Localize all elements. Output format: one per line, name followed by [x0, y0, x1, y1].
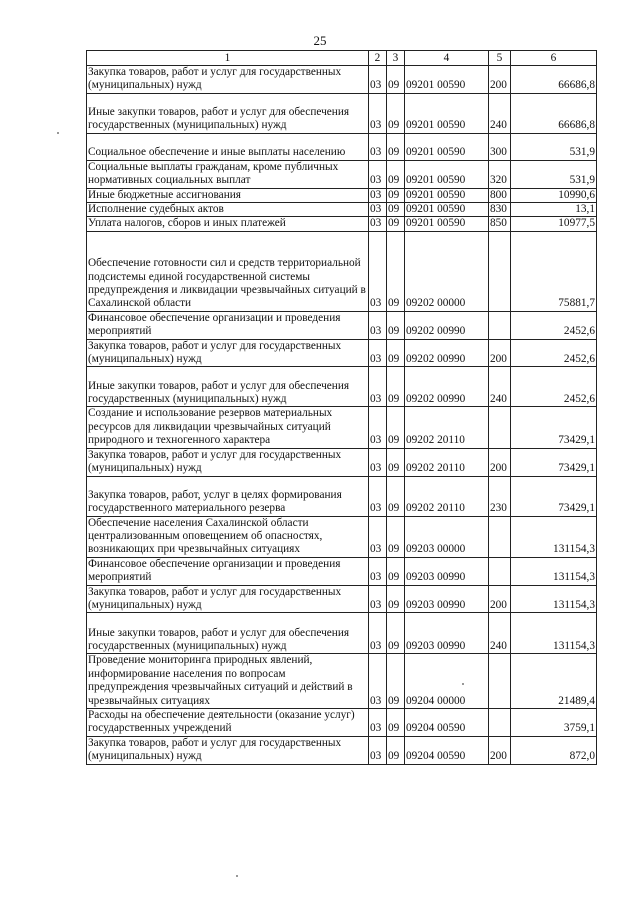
row-subsection: 09	[387, 476, 405, 516]
table-row	[87, 66, 597, 94]
row-section: 03	[369, 407, 387, 448]
row-subsection: 09	[387, 516, 405, 557]
row-target-code: 09202 20110	[405, 476, 489, 516]
row-section: 03	[369, 311, 387, 339]
header-col-3: 3	[387, 51, 405, 66]
table-row	[87, 339, 597, 367]
row-section: 03	[369, 231, 387, 311]
row-expense-type: 200	[489, 736, 511, 764]
row-target-code: 09202 00000	[405, 231, 489, 311]
row-name: Создание и использование резервов материальных ресурсов для ликвидации чрезвычайных ситуаций природного и техногенного характера	[87, 407, 369, 448]
table-row	[87, 217, 597, 231]
row-target-code: 09201 00590	[405, 160, 489, 188]
row-subsection: 09	[387, 133, 405, 160]
row-amount: 75881,7	[511, 231, 597, 311]
table-row	[87, 231, 597, 311]
row-target-code: 09202 00990	[405, 339, 489, 367]
table-row	[87, 448, 597, 476]
row-section: 03	[369, 654, 387, 709]
row-target-code: 09201 00590	[405, 188, 489, 202]
row-section: 03	[369, 736, 387, 764]
row-amount: 131154,3	[511, 557, 597, 585]
row-name: Закупка товаров, работ и услуг для государственных (муниципальных) нужд	[87, 66, 369, 94]
row-section: 03	[369, 557, 387, 585]
row-expense-type: 850	[489, 217, 511, 231]
row-target-code: 09202 00990	[405, 367, 489, 407]
row-section: 03	[369, 217, 387, 231]
row-expense-type: 240	[489, 613, 511, 654]
row-subsection: 09	[387, 557, 405, 585]
row-target-code: 09203 00990	[405, 585, 489, 613]
row-name: Социальные выплаты гражданам, кроме публичных нормативных социальных выплат	[87, 160, 369, 188]
row-subsection: 09	[387, 736, 405, 764]
row-target-code: 09201 00590	[405, 133, 489, 160]
row-section: 03	[369, 93, 387, 133]
row-name: Проведение мониторинга природных явлений, информирование населения по вопросам предупреждения чрезвычайных ситуаций и действий в чрезвычайных ситуациях	[87, 654, 369, 709]
table-row	[87, 585, 597, 613]
table-row	[87, 613, 597, 654]
table-row	[87, 654, 597, 709]
row-amount: 73429,1	[511, 448, 597, 476]
row-subsection: 09	[387, 217, 405, 231]
row-section: 03	[369, 585, 387, 613]
row-expense-type	[489, 407, 511, 448]
row-subsection: 09	[387, 231, 405, 311]
table-row	[87, 708, 597, 736]
row-name: Расходы на обеспечение деятельности (оказание услуг) государственных учреждений	[87, 708, 369, 736]
row-expense-type: 240	[489, 367, 511, 407]
row-name: Исполнение судебных актов	[87, 203, 369, 217]
row-name: Финансовое обеспечение организации и проведения мероприятий	[87, 557, 369, 585]
row-name: Иные закупки товаров, работ и услуг для обеспечения государственных (муниципальных) нужд	[87, 367, 369, 407]
row-expense-type: 800	[489, 188, 511, 202]
row-amount: 66686,8	[511, 66, 597, 94]
row-subsection: 09	[387, 66, 405, 94]
row-expense-type	[489, 311, 511, 339]
row-target-code: 09201 00590	[405, 203, 489, 217]
table-row	[87, 516, 597, 557]
header-col-2: 2	[369, 51, 387, 66]
budget-table	[86, 50, 597, 765]
row-name: Уплата налогов, сборов и иных платежей	[87, 217, 369, 231]
row-subsection: 09	[387, 188, 405, 202]
header-col-5: 5	[489, 51, 511, 66]
row-target-code: 09203 00990	[405, 557, 489, 585]
row-amount: 2452,6	[511, 367, 597, 407]
row-target-code: 09201 00590	[405, 93, 489, 133]
row-target-code: 09201 00590	[405, 217, 489, 231]
row-amount: 872,0	[511, 736, 597, 764]
row-target-code: 09203 00000	[405, 516, 489, 557]
row-amount: 66686,8	[511, 93, 597, 133]
row-name: Иные бюджетные ассигнования	[87, 188, 369, 202]
row-amount: 3759,1	[511, 708, 597, 736]
row-expense-type: 200	[489, 339, 511, 367]
row-name: Финансовое обеспечение организации и проведения мероприятий	[87, 311, 369, 339]
table-row	[87, 407, 597, 448]
row-amount: 2452,6	[511, 311, 597, 339]
row-name: Закупка товаров, работ и услуг для государственных (муниципальных) нужд	[87, 339, 369, 367]
header-col-1: 1	[87, 51, 369, 66]
row-expense-type: 300	[489, 133, 511, 160]
table-row	[87, 93, 597, 133]
row-name: Иные закупки товаров, работ и услуг для обеспечения государственных (муниципальных) нужд	[87, 613, 369, 654]
row-target-code: 09201 00590	[405, 66, 489, 94]
row-subsection: 09	[387, 93, 405, 133]
row-expense-type	[489, 708, 511, 736]
row-section: 03	[369, 476, 387, 516]
row-subsection: 09	[387, 407, 405, 448]
row-target-code: 09204 00590	[405, 736, 489, 764]
scan-speck	[57, 132, 59, 134]
scan-speck	[462, 683, 464, 685]
row-name: Обеспечение готовности сил и средств территориальной подсистемы единой государственной системы предупреждения и ликвидации чрезвычайных ситуаций в Сахалинской области	[87, 231, 369, 311]
row-section: 03	[369, 203, 387, 217]
row-name: Закупка товаров, работ и услуг для государственных (муниципальных) нужд	[87, 585, 369, 613]
row-amount: 10977,5	[511, 217, 597, 231]
table-row	[87, 736, 597, 764]
row-amount: 131154,3	[511, 516, 597, 557]
row-subsection: 09	[387, 203, 405, 217]
row-subsection: 09	[387, 613, 405, 654]
row-name: Закупка товаров, работ и услуг для государственных (муниципальных) нужд	[87, 448, 369, 476]
row-subsection: 09	[387, 160, 405, 188]
table-row	[87, 133, 597, 160]
row-section: 03	[369, 160, 387, 188]
row-expense-type: 200	[489, 66, 511, 94]
row-target-code: 09203 00990	[405, 613, 489, 654]
row-section: 03	[369, 367, 387, 407]
row-section: 03	[369, 516, 387, 557]
row-expense-type: 200	[489, 585, 511, 613]
row-subsection: 09	[387, 708, 405, 736]
row-subsection: 09	[387, 339, 405, 367]
row-amount: 73429,1	[511, 407, 597, 448]
row-expense-type	[489, 516, 511, 557]
scan-speck	[236, 875, 238, 877]
row-amount: 73429,1	[511, 476, 597, 516]
page-number: 25	[313, 33, 327, 48]
row-section: 03	[369, 339, 387, 367]
row-expense-type: 320	[489, 160, 511, 188]
row-name: Социальное обеспечение и иные выплаты населению	[87, 133, 369, 160]
row-amount: 131154,3	[511, 613, 597, 654]
row-name: Обеспечение населения Сахалинской области централизованным оповещением об опасностях, возникающих при чрезвычайных ситуациях	[87, 516, 369, 557]
table-row	[87, 203, 597, 217]
row-expense-type: 240	[489, 93, 511, 133]
row-subsection: 09	[387, 311, 405, 339]
row-target-code: 09202 00990	[405, 311, 489, 339]
row-subsection: 09	[387, 654, 405, 709]
row-section: 03	[369, 133, 387, 160]
header-col-4: 4	[405, 51, 489, 66]
row-amount: 2452,6	[511, 339, 597, 367]
row-section: 03	[369, 708, 387, 736]
row-name: Иные закупки товаров, работ и услуг для обеспечения государственных (муниципальных) нужд	[87, 93, 369, 133]
row-amount: 13,1	[511, 203, 597, 217]
row-section: 03	[369, 613, 387, 654]
row-expense-type: 230	[489, 476, 511, 516]
header-row	[87, 51, 597, 66]
table-row	[87, 557, 597, 585]
row-expense-type	[489, 231, 511, 311]
row-section: 03	[369, 188, 387, 202]
row-name: Закупка товаров, работ и услуг для государственных (муниципальных) нужд	[87, 736, 369, 764]
row-amount: 531,9	[511, 160, 597, 188]
row-expense-type: 830	[489, 203, 511, 217]
row-subsection: 09	[387, 448, 405, 476]
row-target-code: 09204 00000	[405, 654, 489, 709]
table-row	[87, 367, 597, 407]
table-row	[87, 188, 597, 202]
row-expense-type	[489, 557, 511, 585]
row-target-code: 09202 20110	[405, 448, 489, 476]
row-amount: 10990,6	[511, 188, 597, 202]
row-section: 03	[369, 448, 387, 476]
row-name: Закупка товаров, работ, услуг в целях формирования государственного материального резерва	[87, 476, 369, 516]
row-expense-type: 200	[489, 448, 511, 476]
table-row	[87, 476, 597, 516]
row-amount: 131154,3	[511, 585, 597, 613]
row-section: 03	[369, 66, 387, 94]
table-row	[87, 160, 597, 188]
row-subsection: 09	[387, 367, 405, 407]
table-row	[87, 311, 597, 339]
row-target-code: 09202 20110	[405, 407, 489, 448]
header-col-6: 6	[511, 51, 597, 66]
row-target-code: 09204 00590	[405, 708, 489, 736]
row-amount: 531,9	[511, 133, 597, 160]
row-expense-type	[489, 654, 511, 709]
row-amount: 21489,4	[511, 654, 597, 709]
row-subsection: 09	[387, 585, 405, 613]
